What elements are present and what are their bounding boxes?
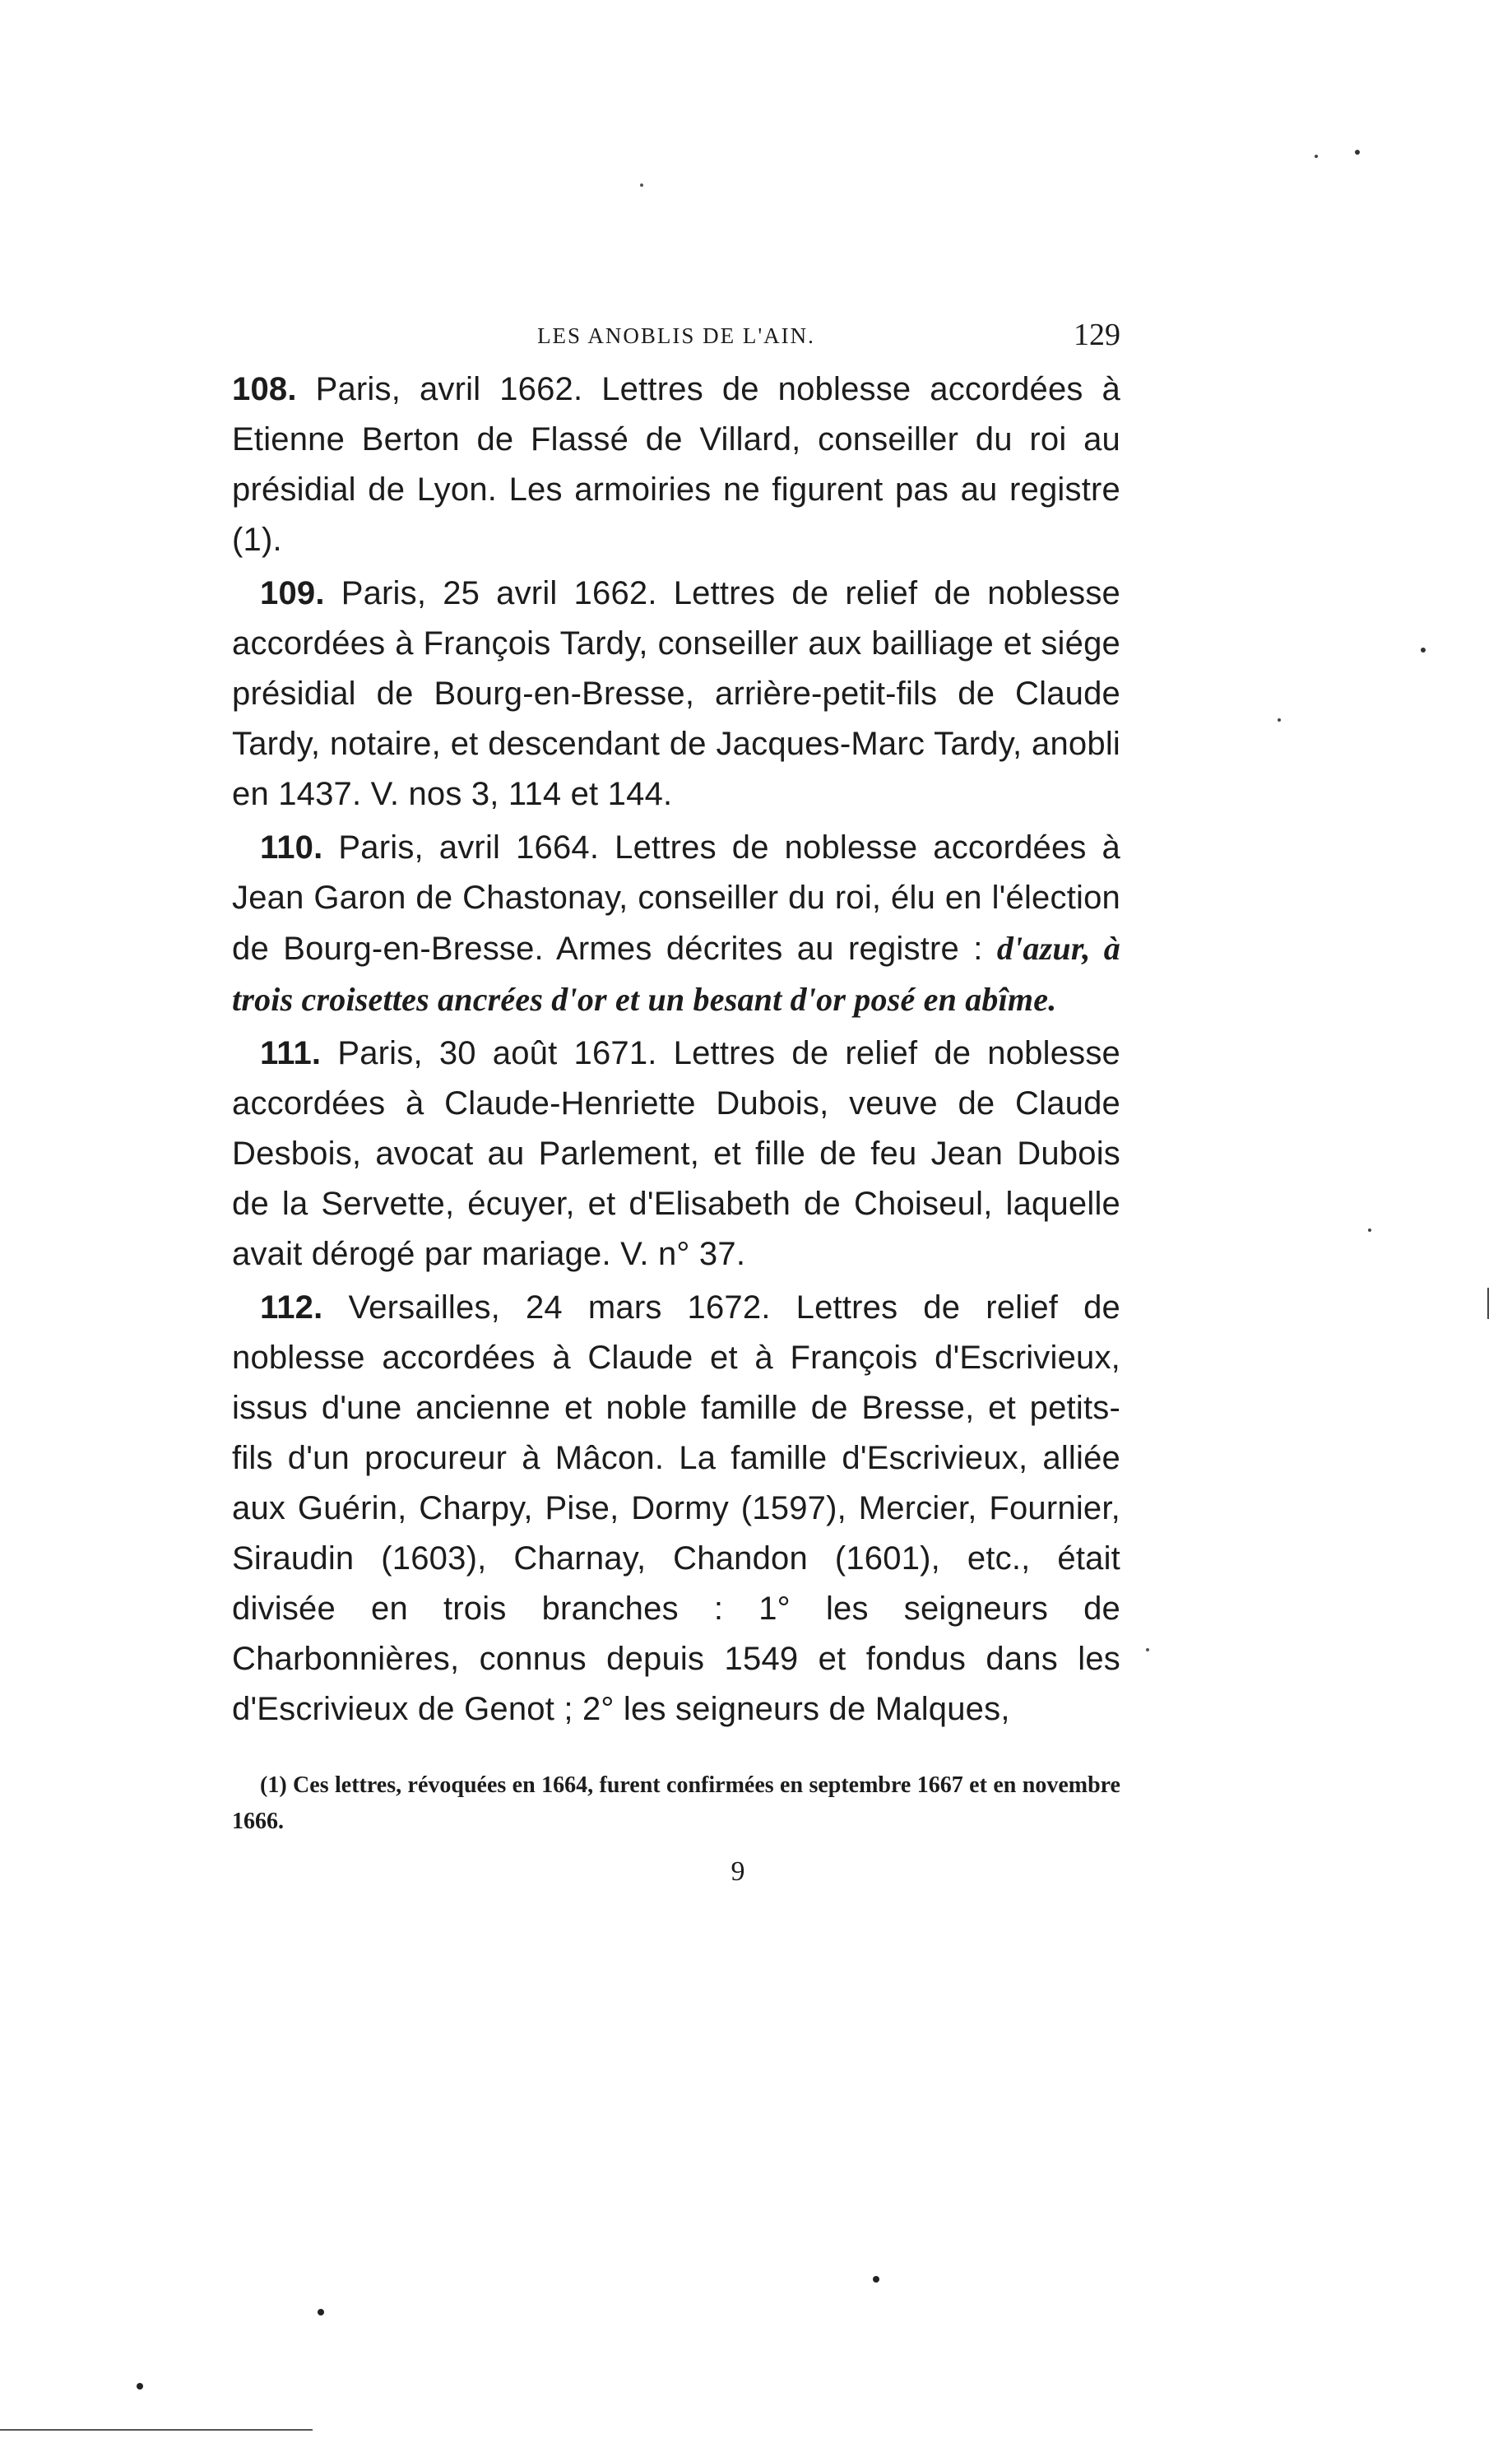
entry-number: 112. xyxy=(260,1289,323,1326)
entry-number: 108. xyxy=(232,371,297,407)
signature-mark: 9 xyxy=(730,1856,745,1887)
footnote: (1) Ces lettres, révoquées en 1664, furent confirmées en septembre 1667 et en novembre 1666. xyxy=(232,1772,1120,1834)
running-title: LES ANOBLIS DE L'AIN. xyxy=(537,323,815,348)
speck xyxy=(1368,1228,1371,1232)
entry-number: 111. xyxy=(260,1035,322,1071)
page-number: 129 xyxy=(1074,318,1120,352)
entry-text: Paris, 25 avril 1662. Lettres de relief de noblesse accordées à François Tardy, conseiller aux bailliage et siége présidial de Bourg-en-Bresse, arrière-petit-fils de Claude Tardy, notaire, et descendant de Jacques-Marc Tardy, anobli en 1437. V. nos 3, 114 et 144. xyxy=(232,575,1120,812)
speck xyxy=(318,2309,324,2315)
entry-text: Paris, avril 1662. Lettres de noblesse accordées à Etienne Berton de Flassé de Villard, conseiller du roi au présidial de Lyon. Les armoiries ne figurent pas au registre (1). xyxy=(232,371,1120,558)
speck xyxy=(137,2383,143,2390)
speck xyxy=(1146,1648,1149,1651)
speck xyxy=(1421,648,1426,653)
speck xyxy=(873,2276,879,2283)
entry-text: Paris, 30 août 1671. Lettres de relief de noblesse accordées à Claude-Henriette Dubois, veuve de Claude Desbois, avocat au Parlement, et fille de feu Jean Dubois de la Servette, écuyer, et d'Elisabeth de Choiseul, laquelle avait dérogé par mariage. V. n° 37. xyxy=(232,1035,1120,1272)
blazon-text: d'azur, à trois croisettes ancrées d'or et un besant d'or posé en abîme. xyxy=(232,930,1120,1018)
speck xyxy=(1355,150,1360,155)
entry-number: 109. xyxy=(260,575,325,611)
entry-text: Paris, avril 1664. Lettres de noblesse accordées à Jean Garon de Chastonay, conseiller du roi, élu en l'élection de Bourg-en-Bresse. Armes décrites au registre : xyxy=(232,829,1120,967)
speck xyxy=(1315,155,1318,158)
speck xyxy=(1278,718,1281,722)
entry-number: 110. xyxy=(260,829,323,866)
entry-text: Versailles, 24 mars 1672. Lettres de relief de noblesse accordées à Claude et à François d'Escrivieux, issus d'une ancienne et noble famille de Bresse, et petits-fils d'un procureur à Mâcon. La famille d'Escrivieux, alliée aux Guérin, Charpy, Pise, Dormy (1597), Mercier, Fournier, Siraudin (1603), Charnay, Chandon (1601), etc., était divisée en trois branches : 1° les seigneurs de Charbonnières, connus depuis 1549 et fondus dans les d'Escrivieux de Genot ; 2° les seigneurs de Malques, xyxy=(232,1289,1120,1727)
speck xyxy=(640,183,643,187)
